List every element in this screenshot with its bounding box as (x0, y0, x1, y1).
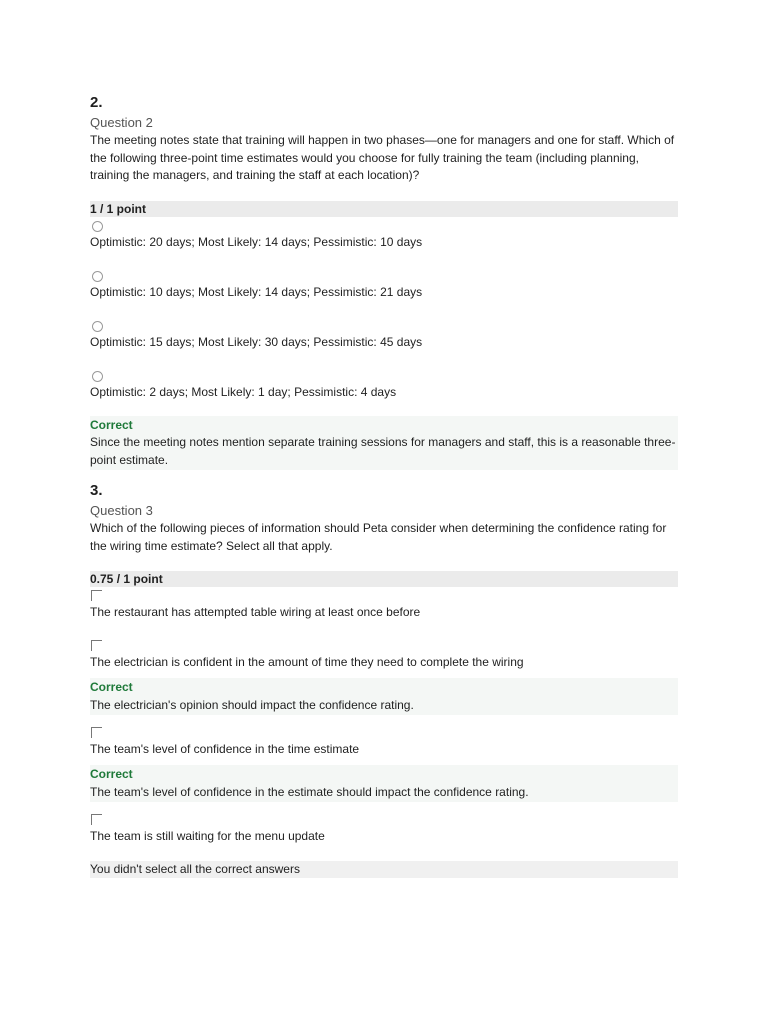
checkbox[interactable] (91, 814, 102, 825)
checkbox[interactable] (91, 590, 102, 601)
question-2 (90, 94, 678, 470)
option-label: Optimistic: 20 days; Most Likely: 14 days; Pessimistic: 10 days (90, 234, 423, 249)
option-label: The team is still waiting for the menu update (90, 829, 325, 843)
quiz-page (90, 94, 678, 878)
option-label: Optimistic: 10 days; Most Likely: 14 days; Pessimistic: 21 days (90, 284, 423, 299)
points-badge: 1 / 1 point (90, 201, 678, 217)
feedback-correct (90, 416, 678, 471)
feedback-text: The electrician's opinion should impact the confidence rating. (90, 697, 414, 712)
option-4[interactable] (90, 811, 678, 844)
checkbox[interactable] (91, 640, 102, 651)
question-3 (90, 482, 678, 878)
radio-button[interactable] (92, 371, 103, 382)
option-3[interactable] (90, 724, 678, 757)
question-label: Question 2 (90, 115, 153, 130)
option-label: The electrician is confident in the amount of time they need to complete the wiring (90, 655, 524, 669)
feedback-correct (90, 678, 678, 715)
feedback-title: Correct (90, 767, 133, 781)
feedback-title: Correct (90, 680, 133, 694)
option-1[interactable] (90, 587, 678, 620)
question-number: 3. (90, 482, 103, 499)
radio-button[interactable] (92, 321, 103, 332)
checkbox[interactable] (91, 727, 102, 738)
option-1[interactable] (90, 217, 678, 250)
radio-button[interactable] (92, 271, 103, 282)
question-label: Question 3 (90, 503, 153, 518)
feedback-text: Since the meeting notes mention separate training sessions for managers and staff, this is a reasonable three-point estimate. (90, 435, 676, 467)
radio-button[interactable] (92, 221, 103, 232)
feedback-correct (90, 765, 678, 802)
question-text: The meeting notes state that training will happen in two phases—one for managers and one for staff. Which of the following three-point time estimates would you choose for fully training the team (including planning, training the managers, and training the staff at each location)? (90, 133, 675, 182)
option-4[interactable] (90, 367, 678, 400)
option-3[interactable] (90, 317, 678, 350)
option-label: Optimistic: 15 days; Most Likely: 30 days; Pessimistic: 45 days (90, 334, 423, 349)
checkbox-options (90, 587, 678, 844)
question-number: 2. (90, 94, 103, 111)
radio-options (90, 217, 678, 400)
option-2[interactable] (90, 637, 678, 670)
feedback-title: Correct (90, 417, 133, 432)
option-label: Optimistic: 2 days; Most Likely: 1 day; Pessimistic: 4 days (90, 384, 397, 399)
option-2[interactable] (90, 267, 678, 300)
option-label: The team's level of confidence in the time estimate (90, 742, 360, 756)
question-text: Which of the following pieces of information should Peta consider when determining the confidence rating for the wiring time estimate? Select all that apply. (90, 521, 667, 553)
answer-summary: You didn't select all the correct answers (90, 861, 678, 878)
option-label: The restaurant has attempted table wiring at least once before (90, 605, 421, 619)
feedback-text: The team's level of confidence in the estimate should impact the confidence rating. (90, 784, 529, 799)
points-badge: 0.75 / 1 point (90, 571, 678, 587)
